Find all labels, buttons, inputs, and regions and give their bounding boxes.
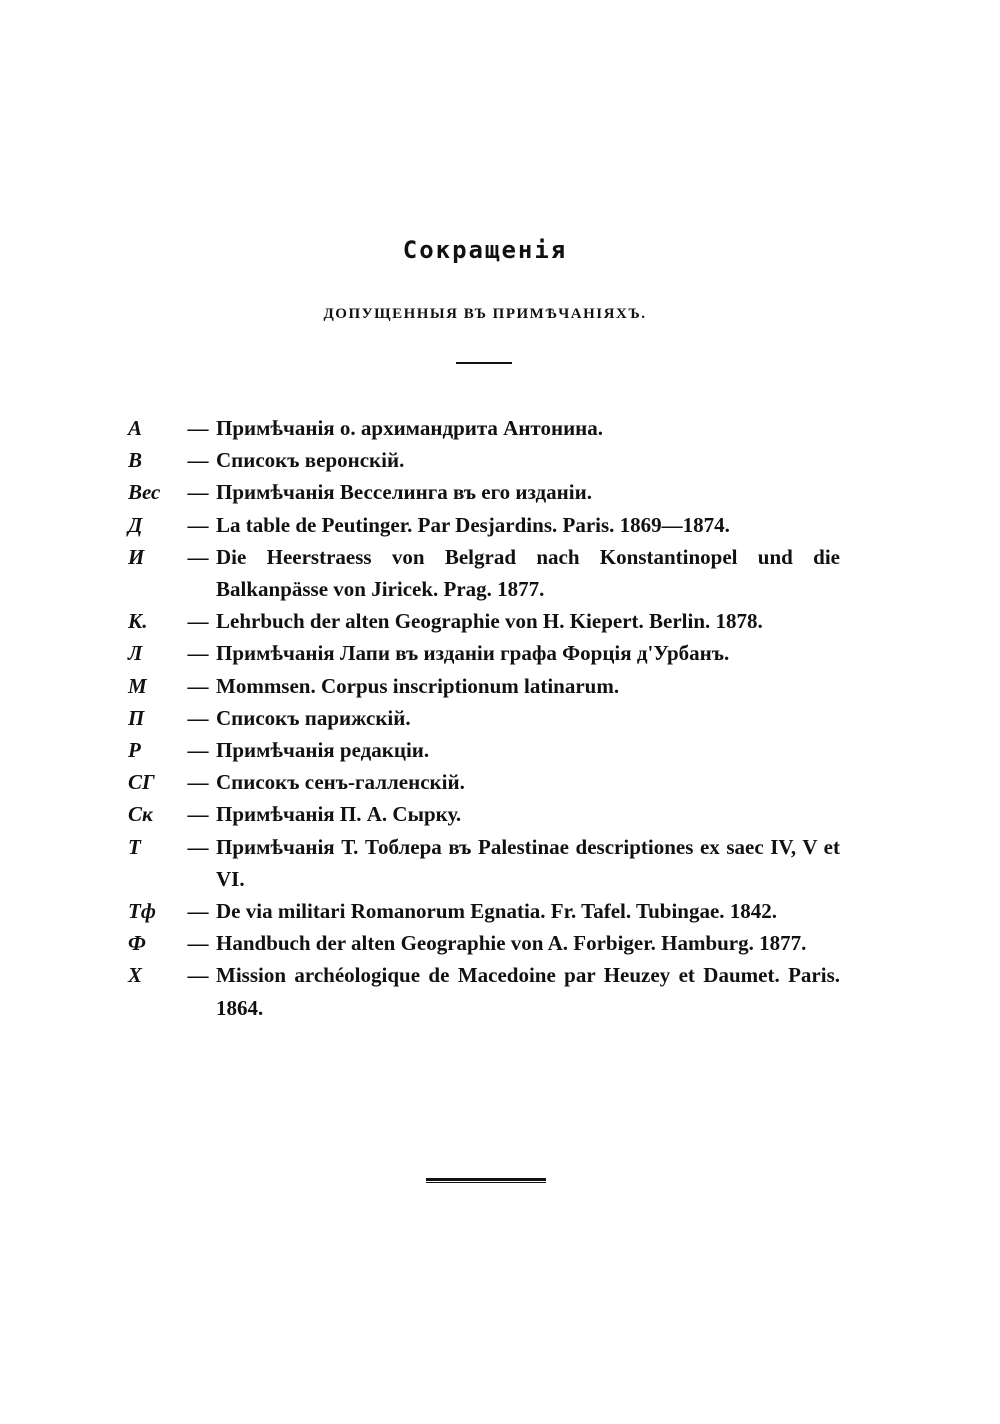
dash-separator: — [187, 512, 209, 537]
dash-separator: — [187, 544, 209, 569]
dash-separator: — [187, 705, 209, 730]
abbreviation-description: Примѣчанія Лапи въ изданіи графа Форція д'Урбанъ. [216, 641, 730, 666]
dash-separator: — [187, 931, 209, 956]
abbreviation-entry [128, 670, 840, 702]
abbreviation-description: Die Heerstraess von Belgrad nach Konstantinopel und die Balkanpässe von Jiricek. Prag. 1877. [216, 544, 840, 602]
abbreviation-entry [128, 798, 840, 830]
title-divider [456, 362, 512, 364]
dash-separator: — [187, 641, 209, 666]
abbreviation-description: La table de Peutinger. Par Desjardins. Paris. 1869—1874. [216, 512, 730, 537]
abbreviation-entry [128, 476, 840, 508]
abbreviation-entry [128, 412, 840, 444]
abbreviation-description: De via militari Romanorum Egnatia. Fr. Tafel. Tubingae. 1842. [216, 899, 778, 924]
abbreviation-description: Списокъ парижскій. [216, 705, 411, 730]
page-subtitle: ДОПУЩЕННЫЯ ВЪ ПРИМѢЧАНІЯХЪ. [323, 306, 647, 322]
abbreviation: И [128, 544, 145, 569]
abbreviation-entry [128, 605, 840, 637]
abbreviation: В [128, 448, 143, 473]
abbreviation-entry [128, 509, 840, 541]
abbreviation: Р [128, 738, 141, 763]
dash-separator: — [187, 448, 209, 473]
abbreviation-entry [128, 702, 840, 734]
abbreviation-entry [128, 734, 840, 766]
abbreviation: Вес [128, 480, 161, 505]
abbreviation-description: Примѣчанія о. архимандрита Антонина. [216, 416, 604, 440]
abbreviation-entry [128, 895, 840, 927]
abbreviation: Л [128, 641, 143, 666]
dash-separator: — [187, 899, 209, 924]
abbreviation-description: Примѣчанія Весселинга въ его изданіи. [216, 480, 592, 505]
abbreviation-entry [128, 959, 840, 1023]
abbreviation-list [128, 412, 840, 1024]
abbreviation-description: Mission archéologique de Macedoine par Heuzey et Daumet. Paris. 1864. [216, 963, 840, 1020]
abbreviation: П [128, 705, 145, 730]
dash-separator: — [187, 480, 209, 505]
abbreviation: Д [128, 512, 143, 537]
abbreviation: Т [128, 834, 141, 859]
dash-separator: — [187, 609, 209, 634]
abbreviation-entry [128, 766, 840, 798]
abbreviation-description: Примѣчанія П. А. Сырку. [216, 802, 462, 827]
abbreviation: А [128, 416, 143, 440]
dash-separator: — [187, 416, 209, 440]
abbreviation-entry [128, 444, 840, 476]
abbreviation-description: Handbuch der alten Geographie von A. Forbiger. Hamburg. 1877. [216, 931, 807, 956]
abbreviation: Тф [128, 899, 156, 924]
dash-separator: — [187, 738, 209, 763]
dash-separator: — [187, 673, 209, 698]
page-title: Сокращенія [402, 236, 568, 264]
abbreviation-description: Примѣчанія редакціи. [216, 738, 430, 763]
abbreviation-entry [128, 927, 840, 959]
dash-separator: — [187, 834, 209, 859]
abbreviation: К. [128, 609, 148, 634]
abbreviation: X [128, 963, 143, 988]
abbreviation: Ф [128, 931, 146, 956]
abbreviation-description: Списокъ веронскій. [216, 448, 405, 473]
abbreviation-description: Lehrbuch der alten Geographie von H. Kiepert. Berlin. 1878. [216, 609, 763, 634]
abbreviation: М [128, 673, 147, 698]
abbreviation: СГ [128, 770, 155, 795]
abbreviation-entry [128, 637, 840, 669]
abbreviation-description: Списокъ сенъ-галленскій. [216, 770, 465, 795]
abbreviation-description: Mommsen. Corpus inscriptionum latinarum. [216, 673, 620, 698]
abbreviation-entry [128, 831, 840, 895]
end-ornament-rule [426, 1178, 546, 1183]
dash-separator: — [187, 770, 209, 795]
dash-separator: — [187, 963, 209, 988]
abbreviation-entry [128, 541, 840, 605]
abbreviation-description: Примѣчанія Т. Тоблера въ Palestinae descriptiones ex saec IV, V et VI. [216, 834, 840, 891]
abbreviation: Cк [128, 802, 153, 827]
dash-separator: — [187, 802, 209, 827]
